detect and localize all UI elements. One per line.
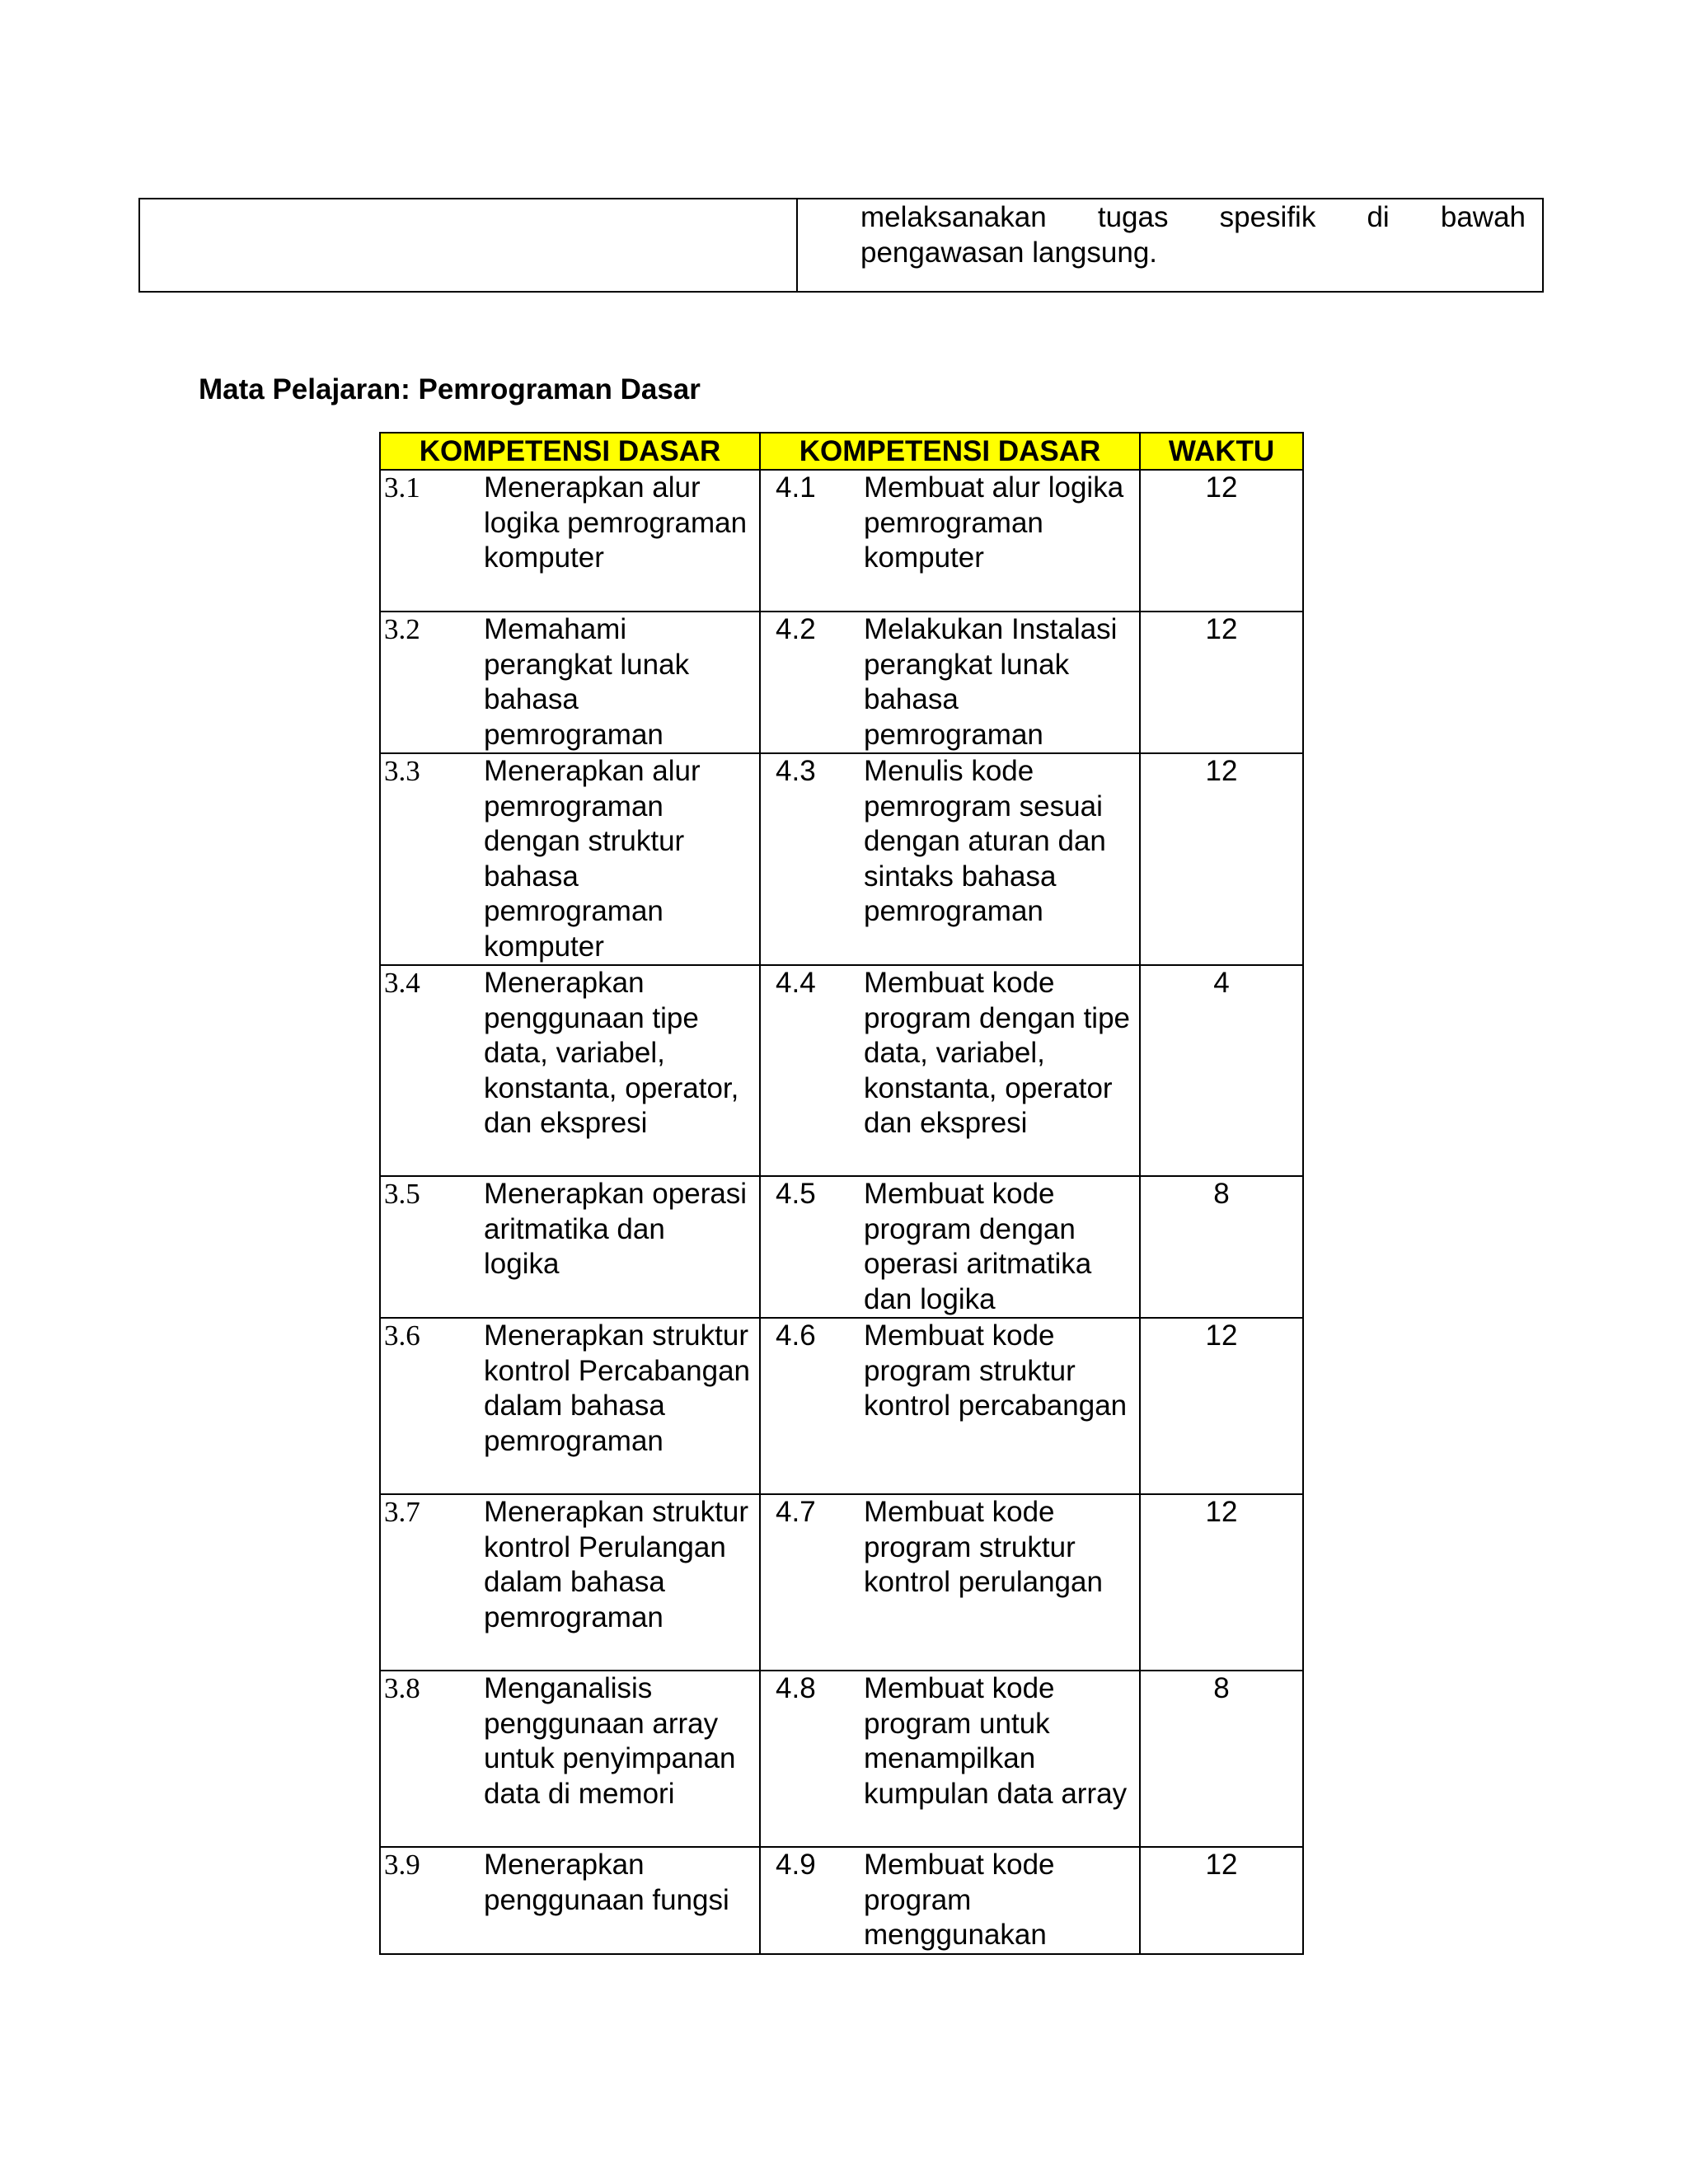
- kd3-cell: [380, 1847, 760, 1954]
- kd4-code: 4.9: [776, 1849, 816, 1881]
- kd4-text: Membuat kode program dengan operasi aritmatika dan logika: [864, 1178, 1092, 1315]
- continuation-word: di: [1367, 201, 1390, 233]
- kd3-cell: [380, 965, 760, 1176]
- continuation-left-cell: [140, 199, 798, 291]
- kd4-cell: [760, 753, 1140, 965]
- kd4-cell: [760, 1318, 1140, 1494]
- kompetensi-table: [379, 432, 1304, 1955]
- waktu-cell: 8: [1140, 1671, 1303, 1847]
- continuation-word: melaksanakan: [860, 201, 1047, 233]
- table-row: [380, 1494, 1303, 1671]
- continuation-right-cell: [798, 199, 1542, 291]
- kd4-code: 4.6: [776, 1319, 816, 1352]
- kd4-text: Melakukan Instalasi perangkat lunak bahasa pemrograman: [864, 613, 1118, 751]
- waktu-cell: 12: [1140, 470, 1303, 612]
- waktu-cell: 4: [1140, 965, 1303, 1176]
- kd3-cell: [380, 1318, 760, 1494]
- kd4-code: 4.5: [776, 1178, 816, 1210]
- table-row: [380, 470, 1303, 612]
- kd4-text: Menulis kode pemrogram sesuai dengan aturan dan sintaks bahasa pemrograman: [864, 755, 1106, 927]
- kd3-text: Menganalisis penggunaan array untuk penyimpanan data di memori: [484, 1672, 736, 1810]
- continuation-word: tugas: [1097, 201, 1169, 233]
- header-waktu: WAKTU: [1140, 433, 1303, 470]
- continuation-word: spesifik: [1219, 201, 1316, 233]
- kd3-cell: [380, 1671, 760, 1847]
- kd3-text: Menerapkan struktur kontrol Percabangan dalam bahasa pemrograman: [484, 1319, 750, 1457]
- table-row: [380, 612, 1303, 753]
- waktu-cell: 12: [1140, 1494, 1303, 1671]
- waktu-cell: 8: [1140, 1176, 1303, 1318]
- kd4-code: 4.3: [776, 755, 816, 787]
- kd4-cell: [760, 1671, 1140, 1847]
- kd3-cell: [380, 1494, 760, 1671]
- kd3-cell: [380, 470, 760, 612]
- kd4-text: Membuat kode program struktur kontrol percabangan: [864, 1319, 1128, 1422]
- kd4-text: Membuat kode program struktur kontrol perulangan: [864, 1496, 1103, 1598]
- header-kompetensi-dasar-4: KOMPETENSI DASAR: [760, 433, 1140, 470]
- continuation-word: bawah: [1440, 201, 1526, 233]
- kd3-cell: [380, 612, 760, 753]
- kd4-code: 4.7: [776, 1496, 816, 1528]
- kd4-cell: [760, 1847, 1140, 1954]
- kd3-text: Menerapkan penggunaan tipe data, variabel, konstanta, operator, dan ekspresi: [484, 967, 739, 1139]
- table-row: [380, 1847, 1303, 1954]
- continuation-line-1: [860, 199, 1526, 235]
- kd3-text: Menerapkan alur pemrograman dengan struktur bahasa pemrograman komputer: [484, 755, 701, 963]
- kd4-cell: [760, 1176, 1140, 1318]
- table-header-row: [380, 433, 1303, 470]
- waktu-cell: 12: [1140, 1847, 1303, 1954]
- kd4-cell: [760, 965, 1140, 1176]
- waktu-cell: 12: [1140, 612, 1303, 753]
- kd4-cell: [760, 470, 1140, 612]
- section-title: Mata Pelajaran: Pemrograman Dasar: [199, 373, 701, 405]
- kd3-code: 3.7: [384, 1496, 420, 1528]
- table-row: [380, 1318, 1303, 1494]
- kd3-code: 3.5: [384, 1178, 420, 1210]
- kd4-text: Membuat kode program dengan tipe data, variabel, konstanta, operator dan ekspresi: [864, 967, 1130, 1139]
- kd3-code: 3.8: [384, 1672, 420, 1704]
- kd3-cell: [380, 753, 760, 965]
- waktu-cell: 12: [1140, 1318, 1303, 1494]
- kd4-code: 4.4: [776, 967, 816, 999]
- continuation-line-2: pengawasan langsung.: [860, 237, 1158, 269]
- table-row: [380, 965, 1303, 1176]
- header-kompetensi-dasar-3: KOMPETENSI DASAR: [380, 433, 760, 470]
- kd4-text: Membuat kode program menggunakan: [864, 1849, 1055, 1951]
- kd4-text: Membuat alur logika pemrograman komputer: [864, 471, 1124, 574]
- kd3-code: 3.4: [384, 967, 420, 999]
- kd3-code: 3.9: [384, 1849, 420, 1881]
- kd3-code: 3.2: [384, 613, 420, 645]
- kd3-cell: [380, 1176, 760, 1318]
- kd4-cell: [760, 612, 1140, 753]
- table-row: [380, 1176, 1303, 1318]
- continuation-table: [138, 198, 1544, 293]
- waktu-cell: 12: [1140, 753, 1303, 965]
- kd3-code: 3.1: [384, 471, 420, 504]
- kd3-text: Menerapkan struktur kontrol Perulangan dalam bahasa pemrograman: [484, 1496, 748, 1633]
- kd3-text: Menerapkan operasi aritmatika dan logika: [484, 1178, 755, 1280]
- table-row: [380, 1671, 1303, 1847]
- kd4-cell: [760, 1494, 1140, 1671]
- kd3-text: Menerapkan alur logika pemrograman komputer: [484, 471, 748, 574]
- kd3-code: 3.6: [384, 1319, 420, 1352]
- kd4-text: Membuat kode program untuk menampilkan kumpulan data array: [864, 1672, 1128, 1810]
- table-row: [380, 753, 1303, 965]
- kd4-code: 4.8: [776, 1672, 816, 1704]
- kd3-code: 3.3: [384, 755, 420, 787]
- kd4-code: 4.2: [776, 613, 816, 645]
- kd4-code: 4.1: [776, 471, 816, 504]
- kd3-text: Menerapkan penggunaan fungsi: [484, 1849, 729, 1916]
- kd3-text: Memahami perangkat lunak bahasa pemrograman: [484, 613, 690, 751]
